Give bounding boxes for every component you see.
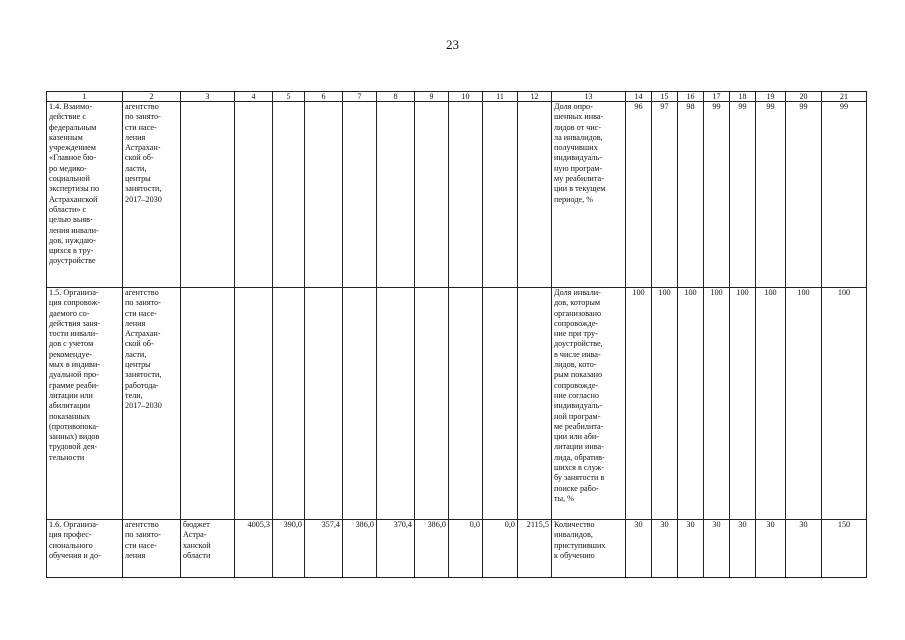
amount-cell: 4005,3 bbox=[235, 520, 273, 578]
indicator-cell: Доля опро- шенных инва- лидов от чис- ла инвалидов, получивших индивидуаль- ную програм- му реабилита- ции в текущем периоде, % bbox=[552, 102, 626, 288]
amount-cell bbox=[449, 102, 483, 288]
column-header: 9 bbox=[415, 92, 449, 102]
value-cell: 100 bbox=[704, 288, 730, 520]
amount-cell bbox=[377, 102, 415, 288]
column-header: 3 bbox=[181, 92, 235, 102]
column-header: 2 bbox=[123, 92, 181, 102]
amount-cell: 370,4 bbox=[377, 520, 415, 578]
column-header: 4 bbox=[235, 92, 273, 102]
value-cell: 30 bbox=[652, 520, 678, 578]
amount-cell bbox=[449, 288, 483, 520]
column-header: 10 bbox=[449, 92, 483, 102]
column-header: 15 bbox=[652, 92, 678, 102]
column-header: 19 bbox=[756, 92, 786, 102]
table-row bbox=[47, 288, 867, 520]
value-cell: 30 bbox=[704, 520, 730, 578]
amount-cell: 386,0 bbox=[343, 520, 377, 578]
value-cell: 100 bbox=[822, 288, 867, 520]
column-header: 21 bbox=[822, 92, 867, 102]
amount-cell bbox=[235, 288, 273, 520]
amount-cell bbox=[235, 102, 273, 288]
source-cell bbox=[181, 288, 235, 520]
column-header: 6 bbox=[305, 92, 343, 102]
table-row bbox=[47, 102, 867, 288]
value-cell: 97 bbox=[652, 102, 678, 288]
value-cell: 96 bbox=[626, 102, 652, 288]
column-header: 11 bbox=[483, 92, 518, 102]
source-cell bbox=[181, 102, 235, 288]
activity-cell: 1.6. Организа- ция профес- сионального обучения и до- bbox=[47, 520, 123, 578]
column-header: 8 bbox=[377, 92, 415, 102]
amount-cell bbox=[343, 102, 377, 288]
column-header: 18 bbox=[730, 92, 756, 102]
amount-cell: 0,0 bbox=[449, 520, 483, 578]
amount-cell bbox=[483, 102, 518, 288]
value-cell: 30 bbox=[626, 520, 652, 578]
amount-cell bbox=[518, 102, 552, 288]
amount-cell bbox=[415, 288, 449, 520]
amount-cell bbox=[273, 102, 305, 288]
column-header: 1 bbox=[47, 92, 123, 102]
value-cell: 100 bbox=[652, 288, 678, 520]
program-table bbox=[46, 91, 867, 578]
column-header: 7 bbox=[343, 92, 377, 102]
activity-cell: 1.5. Организа- ция сопровож- даемого со- действия заня- тости инвали- дов с учетом рекомендуе- мых в индиви- дуальной про- грамме реаби- литации или абилитации показанных (противопока- занных) видов трудовой дея- тельности bbox=[47, 288, 123, 520]
value-cell: 99 bbox=[756, 102, 786, 288]
header-row bbox=[47, 92, 867, 102]
amount-cell bbox=[343, 288, 377, 520]
amount-cell: 2115,5 bbox=[518, 520, 552, 578]
value-cell: 99 bbox=[704, 102, 730, 288]
value-cell: 30 bbox=[678, 520, 704, 578]
value-cell: 100 bbox=[756, 288, 786, 520]
value-cell: 99 bbox=[822, 102, 867, 288]
column-header: 14 bbox=[626, 92, 652, 102]
column-header: 17 bbox=[704, 92, 730, 102]
activity-cell: 1.4. Взаимо- действие с федеральным казенным учреждением «Главное бю- ро медико- социальной экспертизы по Астраханской области» с целью выяв- ления инвали- дов, нуждаю- щихся в тру- доустройстве bbox=[47, 102, 123, 288]
amount-cell: 390,0 bbox=[273, 520, 305, 578]
value-cell: 99 bbox=[786, 102, 822, 288]
column-header: 5 bbox=[273, 92, 305, 102]
value-cell: 30 bbox=[756, 520, 786, 578]
amount-cell bbox=[305, 102, 343, 288]
indicator-cell: Количество инвалидов, приступивших к обучению bbox=[552, 520, 626, 578]
value-cell: 30 bbox=[730, 520, 756, 578]
column-header: 12 bbox=[518, 92, 552, 102]
amount-cell bbox=[483, 288, 518, 520]
amount-cell: 386,0 bbox=[415, 520, 449, 578]
column-header: 13 bbox=[552, 92, 626, 102]
amount-cell bbox=[273, 288, 305, 520]
executor-cell: агентство по занято- сти насе- ления Астрахан- ской об- ласти, центры занятости, работода- тели, 2017–2030 bbox=[123, 288, 181, 520]
value-cell: 150 bbox=[822, 520, 867, 578]
amount-cell bbox=[305, 288, 343, 520]
value-cell: 100 bbox=[678, 288, 704, 520]
column-header: 16 bbox=[678, 92, 704, 102]
executor-cell: агентство по занято- сти насе- ления Астрахан- ской об- ласти, центры занятости, 2017–2030 bbox=[123, 102, 181, 288]
amount-cell bbox=[377, 288, 415, 520]
amount-cell: 0,0 bbox=[483, 520, 518, 578]
value-cell: 98 bbox=[678, 102, 704, 288]
amount-cell: 357,4 bbox=[305, 520, 343, 578]
value-cell: 99 bbox=[730, 102, 756, 288]
executor-cell: агентство по занято- сти насе- ления bbox=[123, 520, 181, 578]
page-number: 23 bbox=[446, 37, 459, 52]
value-cell: 100 bbox=[730, 288, 756, 520]
amount-cell bbox=[415, 102, 449, 288]
amount-cell bbox=[518, 288, 552, 520]
value-cell: 30 bbox=[786, 520, 822, 578]
table-row bbox=[47, 520, 867, 578]
value-cell: 100 bbox=[786, 288, 822, 520]
column-header: 20 bbox=[786, 92, 822, 102]
source-cell: бюджет Астра- ханской области bbox=[181, 520, 235, 578]
value-cell: 100 bbox=[626, 288, 652, 520]
indicator-cell: Доля инвали- дов, которым организовано сопровожде- ние при тру- доустройстве, в числе инва- лидов, кото- рым показано сопровожде- ние согласно индивидуаль- ной програм- ме реабилита- ции или аби- литации инва- лида, обратив- шихся в служ- бу занятости в поиске рабо- ты, % bbox=[552, 288, 626, 520]
